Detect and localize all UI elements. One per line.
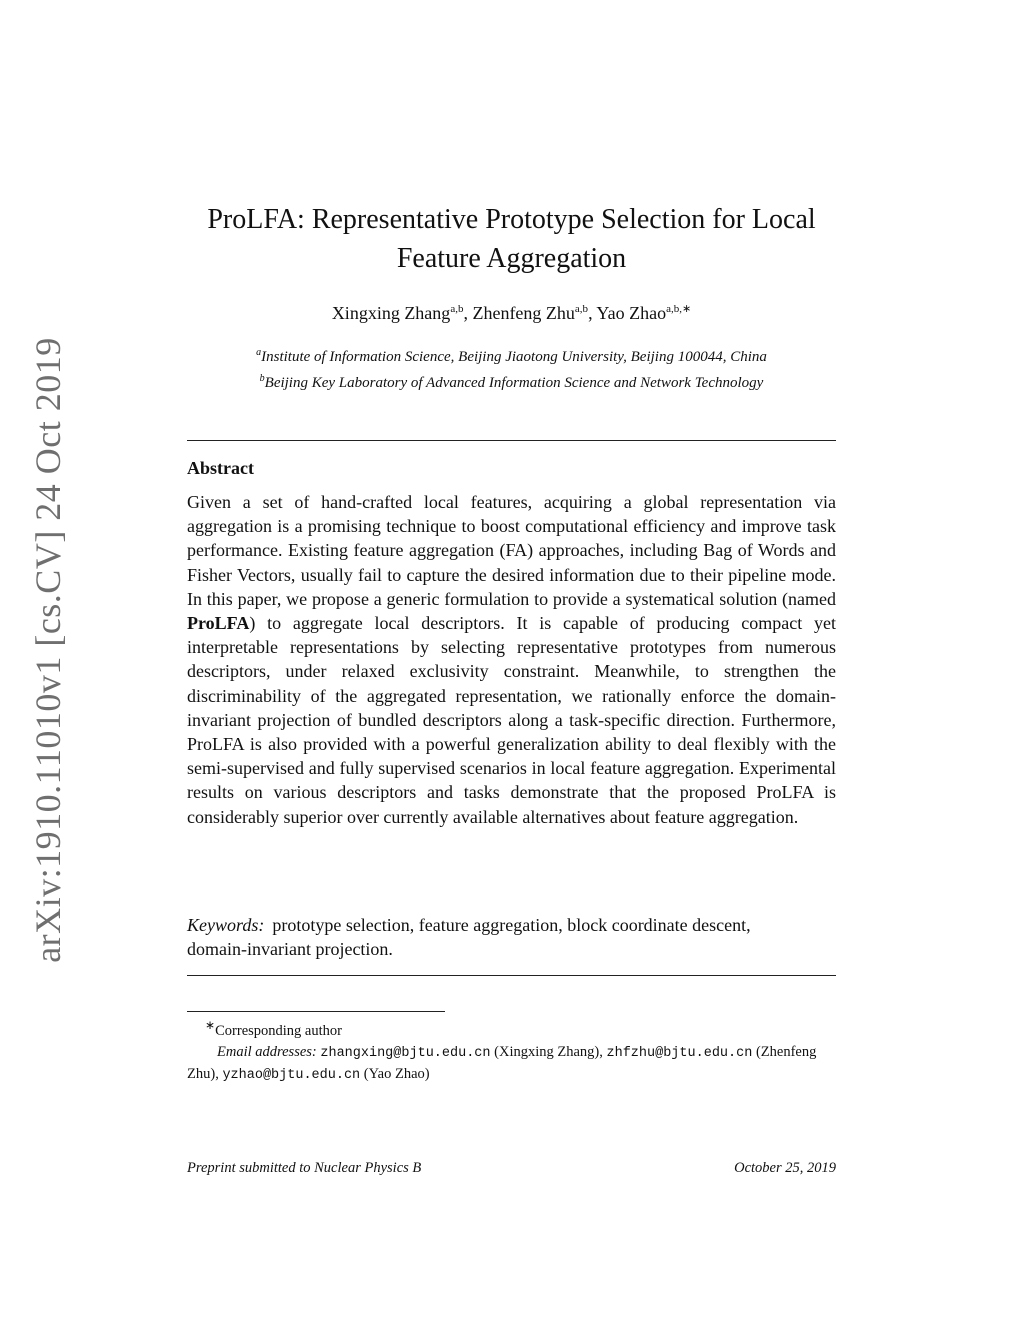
email-owner: (Xingxing Zhang) [494,1043,600,1060]
affil-mark: b [259,373,265,384]
affil-mark: a [256,347,262,358]
top-divider [187,440,836,441]
arxiv-identifier: arXiv:1910.11010v1 [cs.CV] 24 Oct 2019 [28,337,68,963]
affil-text: Institute of Information Science, Beijing Jiaotong University, Beijing 100044, China [261,349,767,365]
footnote-mark: ∗ [205,1018,216,1032]
abstract-text-part: ) to aggregate local descriptors. It is capable of producing compact yet interpretable representations by selecting representative prototypes from numerous descriptors, under relaxed exclusivity constraint. Meanwhile, to strengthen the discriminability of the aggregated representation, we rationally enforce the domain-invariant projection of bundled descriptors along a task-specific direction. Furthermore, ProLFA is also provided with a powerful generalization ability to deal flexibly with the semi-supervised and fully supervised scenarios in local feature aggregation. Experimental results on various descriptors and tasks demonstrate that the proposed ProLFA is considerably superior over currently available alternatives about feature aggregation. [187,613,836,827]
email-owner: (Yao Zhao) [363,1065,430,1082]
email-link[interactable]: yzhao@bjtu.edu.cn [222,1067,361,1083]
abstract-text [187,490,836,829]
method-name: ProLFA [187,613,250,634]
preprint-note: Preprint submitted to Nuclear Physics B [187,1160,422,1176]
bottom-divider [187,975,836,976]
keywords-text: prototype selection, feature aggregation, block coordinate descent, domain-invariant projection. [187,915,751,959]
paper-title: ProLFA: Representative Prototype Selection for Local Feature Aggregation [207,204,816,274]
footnote [187,1015,836,1086]
submission-date: October 25, 2019 [734,1160,836,1176]
author-name: Xingxing Zhang [331,303,451,323]
author-list: Xingxing Zhang$^{a,b}$, Zhenfeng Zhu$^{a,b}$, Yao Zhao$^{a,b,∗}$ [331,303,692,323]
affiliation-a [187,342,836,368]
author-affil-mark: a,b,∗ [666,303,692,315]
corresponding-label: Corresponding author [215,1022,342,1039]
email-owner: (Zhenfeng Zhu) [187,1043,817,1082]
email-link[interactable]: zhangxing@bjtu.edu.cn [320,1045,491,1061]
keywords-label: Keywords: [187,915,265,935]
author-affil-mark: a,b [450,303,464,315]
email-label: Email addresses: [217,1043,317,1060]
affiliation-b [187,368,836,394]
email-addresses: Email addresses: zhangxing@bjtu.edu.cn (Xingxing Zhang), zhfzhu@bjtu.edu.cn (Zhenfeng Zhu), yzhao@bjtu.edu.cn (Yao Zhao) [187,1043,817,1083]
abstract-heading: Abstract [187,458,254,478]
author-name: Zhenfeng Zhu [472,303,575,323]
footnote-divider [187,1011,445,1012]
abstract-text-part: Given a set of hand-crafted local features, acquiring a global representation via aggregation is a promising technique to boost computational efficiency and improve task performance. Existing feature aggregation (FA) approaches, including Bag of Words and Fisher Vectors, usually fail to capture the desired information due to their pipeline mode. In this paper, we propose a generic formulation to provide a systematical solution (named [187,492,836,609]
affil-text: Beijing Key Laboratory of Advanced Information Science and Network Technology [264,375,764,391]
author-name: Yao Zhao [596,303,667,323]
author-affil-mark: a,b [574,303,589,315]
keywords [187,913,787,961]
corresponding-author-note [187,1015,836,1042]
affiliations [187,342,836,394]
email-link[interactable]: zhfzhu@bjtu.edu.cn [606,1045,753,1061]
